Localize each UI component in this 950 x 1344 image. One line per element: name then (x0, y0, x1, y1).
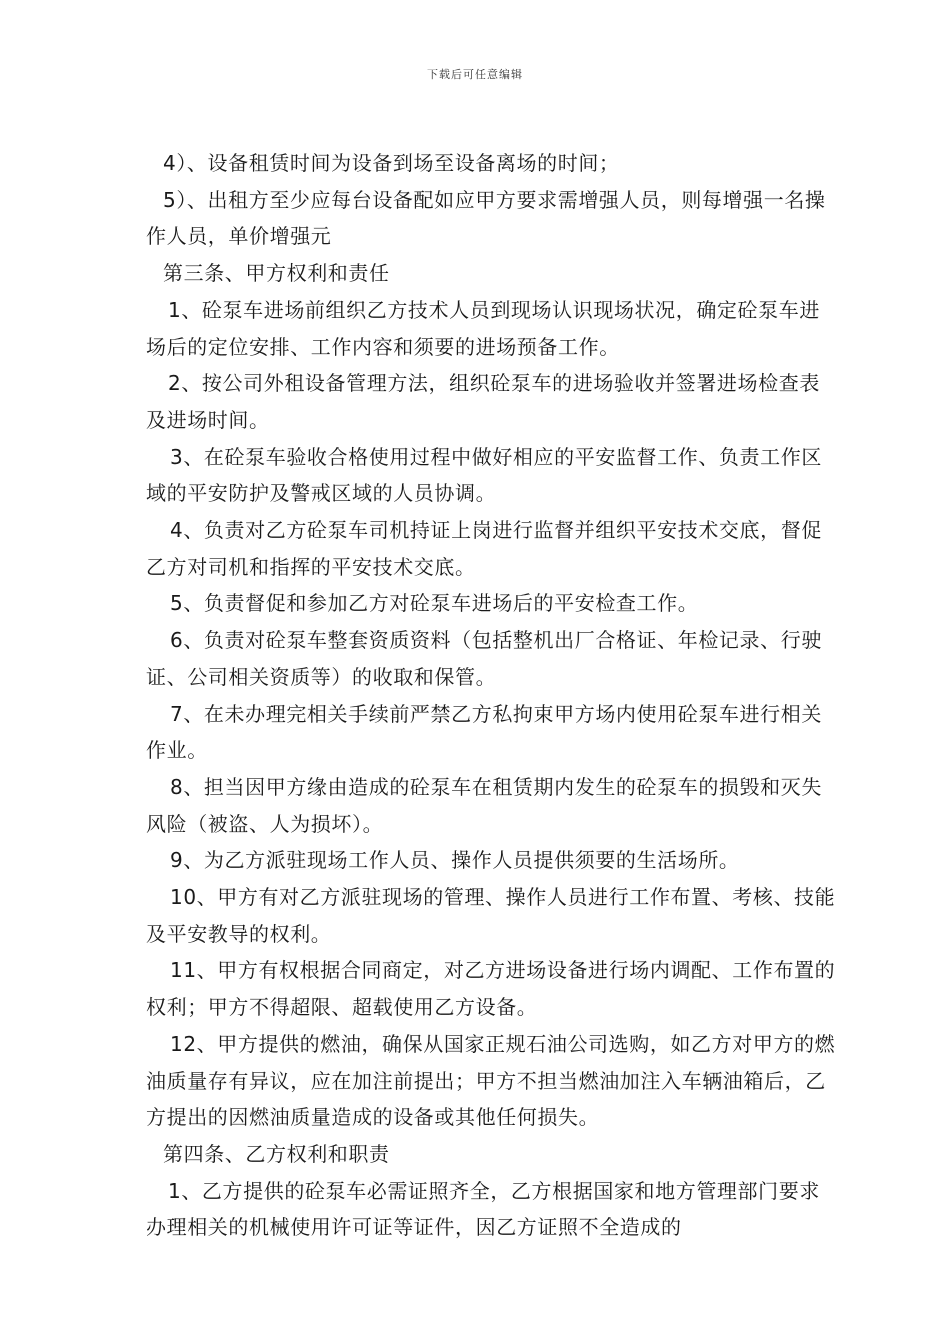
paragraph-5-operators: 5）、出租方至少应每台设备配如应甲方要求需增强人员，则每增强一名操作人员，单价增强元 (146, 187, 826, 249)
paragraph-a3-item-11: 11、甲方有权根据合同商定，对乙方进场设备进行场内调配、工作布置的权利；甲方不得超限、超载使用乙方设备。 (146, 958, 836, 1020)
paragraph-a3-item-8: 8、担当因甲方缘由造成的砼泵车在租赁期内发生的砼泵车的损毁和灭失风险（被盗、人为损坏）。 (146, 774, 822, 836)
paragraph-a4-item-1: 1、乙方提供的砼泵车必需证照齐全，乙方根据国家和地方管理部门要求办理相关的机械使用许可证等证件，因乙方证照不全造成的 (146, 1178, 820, 1240)
paragraph-a3-item-9: 9、为乙方派驻现场工作人员、操作人员提供须要的生活场所。 (170, 848, 740, 873)
paragraph-a3-item-4: 4、负责对乙方砼泵车司机持证上岗进行监督并组织平安技术交底，督促乙方对司机和指挥的平安技术交底。 (146, 518, 822, 579)
paragraph-a3-item-1: 1、砼泵车进场前组织乙方技术人员到现场认识现场状况，确定砼泵车进场后的定位安排、工作内容和须要的进场预备工作。 (146, 297, 820, 359)
document-body (146, 145, 836, 1246)
paragraph-a3-item-12: 12、甲方提供的燃油，确保从国家正规石油公司选购，如乙方对甲方的燃油质量存有异议，应在加注前提出；甲方不担当燃油加注入车辆油箱后，乙方提出的因燃油质量造成的设备或其他任何损失。 (146, 1031, 836, 1130)
paragraph-a3-item-3: 3、在砼泵车验收合格使用过程中做好相应的平安监督工作、负责工作区域的平安防护及警戒区域的人员协调。 (146, 444, 822, 506)
section-heading-article-3: 第三条、甲方权利和责任 (163, 261, 390, 286)
paragraph-a3-item-7: 7、在未办理完相关手续前严禁乙方私拘束甲方场内使用砼泵车进行相关作业。 (146, 701, 822, 763)
paragraph-a3-item-2: 2、按公司外租设备管理方法，组织砼泵车的进场验收并签署进场检查表及进场时间。 (146, 371, 820, 432)
page-header: 下载后可任意编辑 (427, 68, 523, 81)
paragraph-a3-item-6: 6、负责对砼泵车整套资质资料（包括整机出厂合格证、年检记录、行驶证、公司相关资质等）的收取和保管。 (146, 628, 822, 689)
section-heading-article-4: 第四条、乙方权利和职责 (163, 1141, 390, 1166)
paragraph-a3-item-5: 5、负责督促和参加乙方对砼泵车进场后的平安检查工作。 (170, 591, 699, 616)
paragraph-4-rental-period: 4）、设备租赁时间为设备到场至设备离场的时间； (163, 151, 620, 175)
paragraph-a3-item-10: 10、甲方有对乙方派驻现场的管理、操作人员进行工作布置、考核、技能及平安教导的权利。 (146, 885, 836, 946)
